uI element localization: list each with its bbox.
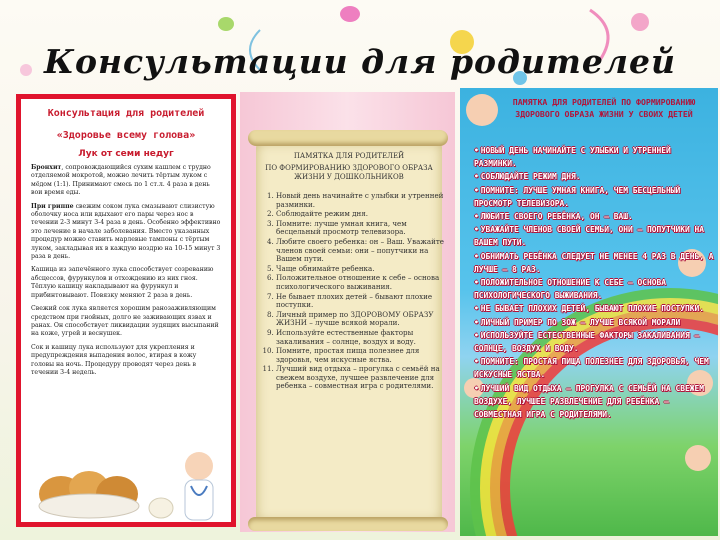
list-item: • УВАЖАЙТЕ ЧЛЕНОВ СВОЕЙ СЕМЬИ, ОНИ – ПОПУТЧИКИ НА ВАШЕМ ПУТИ. (474, 223, 714, 249)
list-item: 7. Не бывает плохих детей – бывают плохие поступки. (276, 293, 452, 310)
card-subheading: «Здоровье всему голова» (56, 130, 196, 141)
list-item: • ИСПОЛЬЗУЙТЕ ЕСТЕСТВЕННЫЕ ФАКТОРЫ ЗАКАЛИВАНИЯ – СОЛНЦЕ, ВОЗДУХ И ВОДУ. (474, 329, 714, 355)
list-item: 4. Любите своего ребенка: он – Ваш. Уважайте членов своей семьи: они – попутчики на Вашем пути. (276, 238, 452, 264)
list-item: • ПОЛОЖИТЕЛЬНОЕ ОТНОШЕНИЕ К СЕБЕ – ОСНОВА ПСИХОЛОГИЧЕСКОГО ВЫЖИВАНИЯ. (474, 276, 714, 302)
doctor-icon (185, 452, 213, 480)
child-icon (685, 445, 711, 471)
list-item: 5. Чаще обнимайте ребенка. (276, 265, 452, 274)
flower-icon (631, 13, 649, 31)
card-paragraph: Бронхит, сопровождающийся сухим кашлем с трудно отделяемой мокротой, можно лечить тёртым луком с мёдом (1:1). Принимают смесь по 1 ст.л. 4 раза в день вои время еды. (31, 164, 211, 197)
memo-poster-card (460, 88, 718, 536)
card-paragraph: Свежий сок лука является хорошим ранозаживляющим средством при гнойных, долго не заживающих язвах и ранах. Он способствует ликвидации зудящих высыпаний на коже, угрей и веснушек. (31, 305, 219, 338)
list-item: 1. Новый день начинайте с улыбки и утренней разминки. (276, 192, 452, 209)
flower-icon (340, 6, 360, 22)
page-title: Консультации для родителей (43, 42, 677, 81)
memo-scroll-card (240, 92, 455, 532)
list-item: 3. Помните: лучше умная книга, чем бесцельный просмотр телевизора. (276, 220, 452, 237)
card-paragraph: При гриппе свежим соком лука смазывают слизистую оболочку носа или вдыхают его пары через нос в течении 2-3 минут 3-4 раза в день. Особенно эффективно это лечение в начале заболевания. Вместо указанных процедур можно ставить марлевые тампоны с тёртым луком, закладывая их в каждую ноздрю на 10-15 минут 3 раза в день. (31, 202, 221, 261)
card-paragraph: Кашица из запечённого лука способствует созреванию абсцессов, фурункулов и отхождению из них гноя. Тёплую кашицу накладывают на фурункул и прибинтовывают. Повязку меняют 2 раза в день. (31, 266, 214, 299)
list-item: • ПОМНИТЕ: ЛУЧШЕ УМНАЯ КНИГА, ЧЕМ БЕСЦЕЛЬНЫЙ ПРОСМОТР ТЕЛЕВИЗОРА. (474, 184, 714, 210)
flower-icon (218, 17, 234, 31)
bowl-icon (39, 494, 139, 518)
doctor-icon (185, 480, 213, 520)
list-item: • ЛЮБИТЕ СВОЕГО РЕБЁНКА, ОН – ВАШ. (474, 210, 714, 223)
memo-title: ПАМЯТКА ДЛЯ РОДИТЕЛЕЙ (293, 152, 405, 160)
list-item: • НОВЫЙ ДЕНЬ НАЧИНАЙТЕ С УЛЫБКИ И УТРЕННЕЙ РАЗМИНКИ. (474, 144, 714, 170)
card-paragraph: Сок и кашицу лука используют для укрепления и предупреждения выпадения волос, втирая в кожу головы на ночь. Процедуру проводят через день в течении 3-4 недель. (31, 343, 197, 376)
list-item: • ЛУЧШИЙ ВИД ОТДЫХА – ПРОГУЛКА С СЕМЬЁЙ НА СВЕЖЕМ ВОЗДУХЕ, ЛУЧШЕЕ РАЗВЛЕЧЕНИЕ ДЛЯ РЕБЁНКА – СОВМЕСТНАЯ ИГРА С РОДИТЕЛЯМИ. (474, 382, 714, 422)
poster-title: ПАМЯТКА ДЛЯ РОДИТЕЛЕЙ ПО ФОРМИРОВАНИЮ ЗДОРОВОГО ОБРАЗА ЖИЗНИ У СВОИХ ДЕТЕЙ (512, 97, 696, 119)
scroll-roll-bottom (248, 517, 448, 531)
poster-list (474, 144, 714, 421)
list-item: 8. Личный пример по ЗДОРОВОМУ ОБРАЗУ ЖИЗНИ – лучше всякой морали. (276, 311, 452, 328)
list-item: 11. Лучший вид отдыха – прогулка с семьёй на свежем воздухе, лучшее развлечение для ребенка – совместная игра с родителями. (276, 365, 452, 391)
list-item: • ОБНИМАТЬ РЕБЁНКА СЛЕДУЕТ НЕ МЕНЕЕ 4 РАЗ В ДЕНЬ, А ЛУЧШЕ – 8 РАЗ. (474, 250, 714, 276)
onion-bowl-illustration (21, 436, 231, 522)
list-item: 10. Помните, простая пища полезнее для здоровья, чем искусные яства. (276, 347, 452, 364)
consultation-card-onion (16, 94, 236, 527)
list-item: 2. Соблюдайте режим дня. (276, 210, 452, 219)
list-item: 9. Используйте естественные факторы закаливания – солнце, воздух и воду. (276, 329, 452, 346)
list-item: • СОБЛЮДАЙТЕ РЕЖИМ ДНЯ. (474, 170, 714, 183)
memo-subtitle: ПО ФОРМИРОВАНИЮ ЗДОРОВОГО ОБРАЗА ЖИЗНИ У ДОШКОЛЬНИКОВ (265, 164, 433, 181)
list-item: • ПОМНИТЕ: ПРОСТАЯ ПИЩА ПОЛЕЗНЕЕ ДЛЯ ЗДОРОВЬЯ, ЧЕМ ИСКУСНЫЕ ЯСТВА. (474, 355, 714, 381)
list-item: • ЛИЧНЫЙ ПРИМЕР ПО ЗОЖ – ЛУЧШЕ ВСЯКОЙ МОРАЛИ (474, 316, 714, 329)
card-section-title: Лук от семи недуг (78, 149, 174, 159)
scroll-roll-top (248, 130, 448, 146)
list-item: • НЕ БЫВАЕТ ПЛОХИХ ДЕТЕЙ, БЫВАЮТ ПЛОХИЕ ПОСТУПКИ. (474, 302, 714, 315)
card-heading: Консультация для родителей (47, 108, 205, 119)
list-item: 6. Положительное отношение к себе – основа психологического выживания. (276, 274, 452, 291)
memo-list (262, 192, 452, 392)
onion-icon (149, 498, 173, 518)
